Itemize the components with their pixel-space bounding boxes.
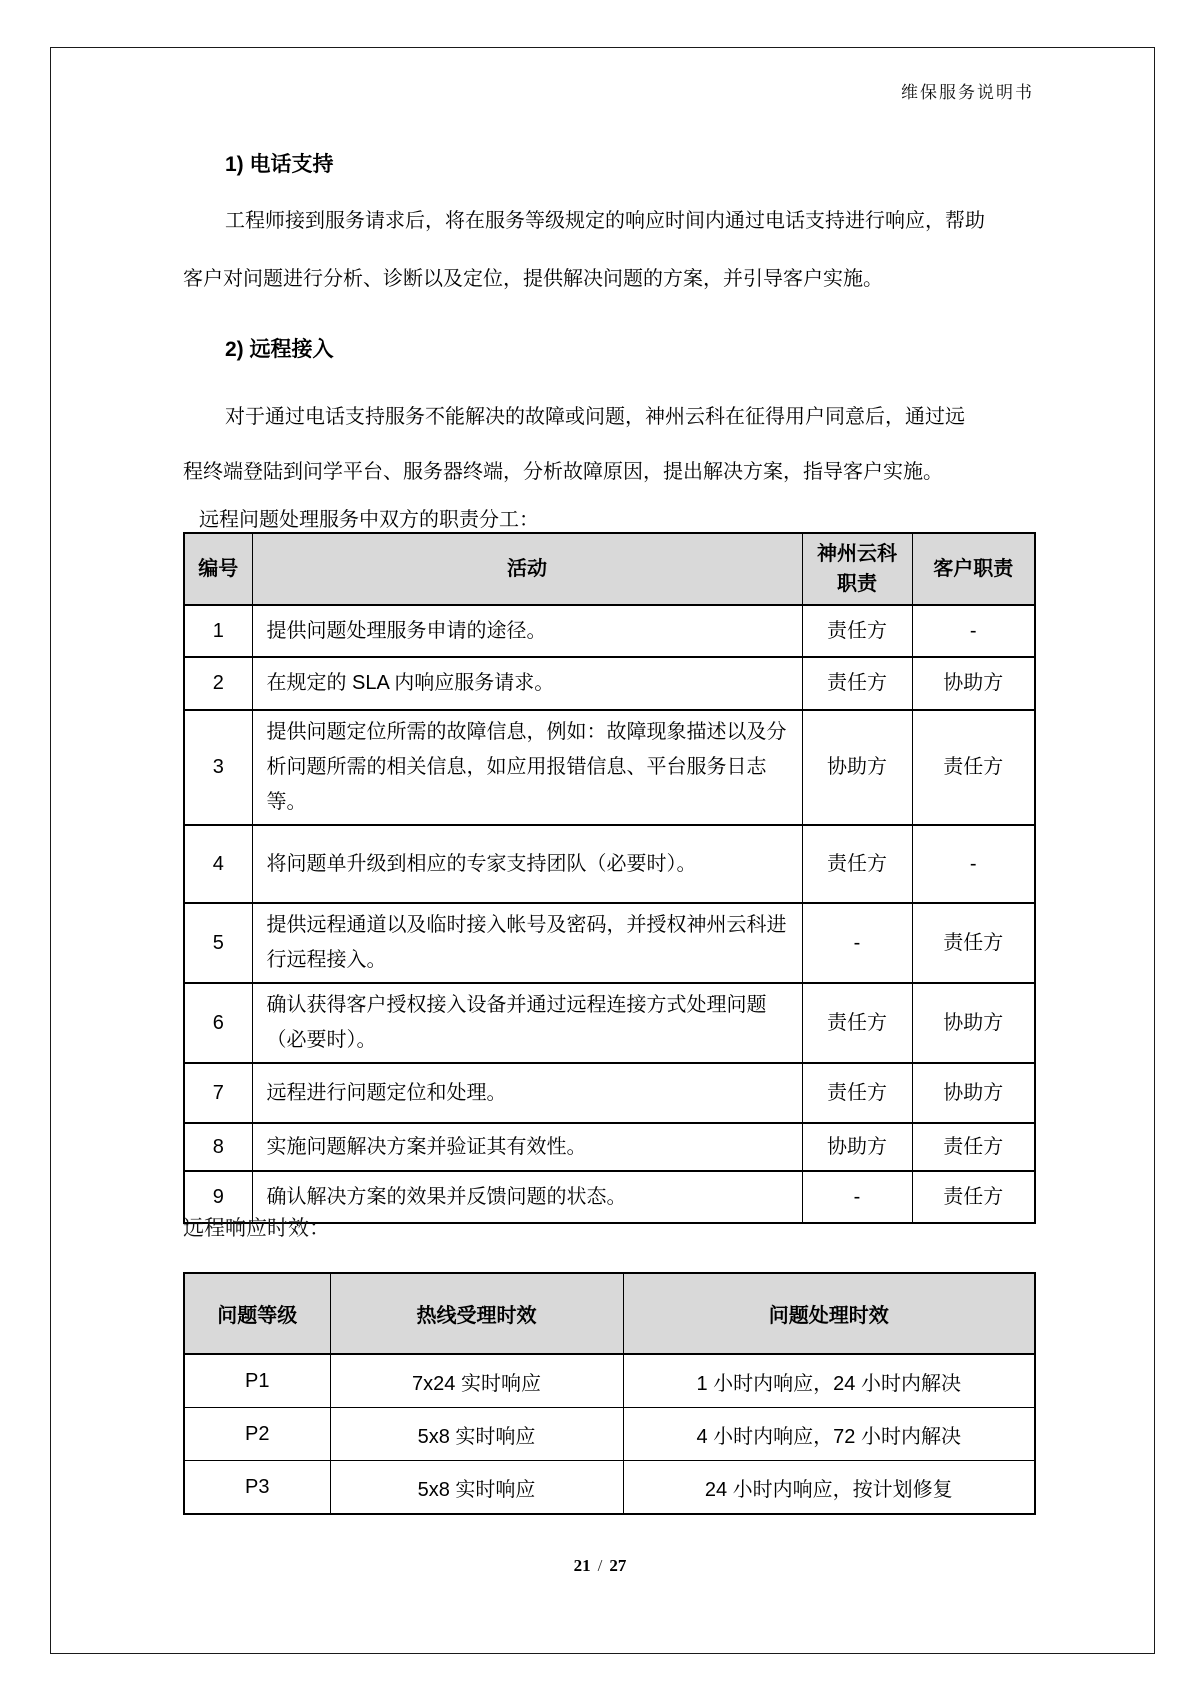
table-row	[184, 1461, 1035, 1515]
sla-section-heading: 远程响应时效：	[183, 1217, 330, 1240]
row-activity: 远程进行问题定位和处理。	[252, 1063, 802, 1123]
sla-col-header-hotline: 热线受理时效	[330, 1273, 623, 1354]
sla-response-table	[183, 1272, 1036, 1515]
sla-handle: 1 小时内响应，24 小时内解决	[623, 1354, 1035, 1408]
paragraph-phone-line1: 工程师接到服务请求后，将在服务等级规定的响应时间内通过电话支持进行响应，帮助	[225, 210, 985, 232]
sla-level: P3	[184, 1461, 330, 1515]
section-heading-remote-access: 2) 远程接入	[225, 338, 334, 361]
page-footer	[0, 1556, 1200, 1576]
sla-hotline: 5x8 实时响应	[330, 1461, 623, 1515]
row-id: 9	[184, 1171, 252, 1223]
row-customer-duty: 协助方	[912, 1063, 1035, 1123]
duty-col-header-activity: 活动	[252, 533, 802, 605]
row-activity: 提供问题处理服务申请的途径。	[252, 605, 802, 657]
paragraph-remote-line1: 对于通过电话支持服务不能解决的故障或问题，神州云科在征得用户同意后，通过远	[225, 406, 965, 428]
sla-handle: 24 小时内响应，按计划修复	[623, 1461, 1035, 1515]
row-customer-duty: 责任方	[912, 903, 1035, 983]
sla-hotline: 5x8 实时响应	[330, 1408, 623, 1461]
table-row	[184, 710, 1035, 825]
row-id: 7	[184, 1063, 252, 1123]
sla-col-header-handle: 问题处理时效	[623, 1273, 1035, 1354]
table-row	[184, 657, 1035, 710]
duty-col-header-id: 编号	[184, 533, 252, 605]
row-activity: 将问题单升级到相应的专家支持团队（必要时）。	[252, 825, 802, 903]
row-id: 6	[184, 983, 252, 1063]
row-customer-duty: 协助方	[912, 657, 1035, 710]
table-row	[184, 605, 1035, 657]
row-vendor-duty: 责任方	[802, 1063, 912, 1123]
table-row	[184, 903, 1035, 983]
row-customer-duty: 责任方	[912, 710, 1035, 825]
table-row	[184, 825, 1035, 903]
row-customer-duty: 协助方	[912, 983, 1035, 1063]
table-row	[184, 1408, 1035, 1461]
row-vendor-duty: 协助方	[802, 710, 912, 825]
row-activity: 提供问题定位所需的故障信息，例如：故障现象描述以及分析问题所需的相关信息，如应用报错信息、平台服务日志等。	[252, 710, 802, 825]
table-row	[184, 1063, 1035, 1123]
duty-col-header-customer: 客户职责	[912, 533, 1035, 605]
row-activity: 实施问题解决方案并验证其有效性。	[252, 1123, 802, 1171]
row-customer-duty: -	[912, 825, 1035, 903]
duty-table-intro: 远程问题处理服务中双方的职责分工：	[199, 509, 539, 531]
row-customer-duty: 责任方	[912, 1123, 1035, 1171]
sla-level: P2	[184, 1408, 330, 1461]
row-vendor-duty: -	[802, 903, 912, 983]
row-vendor-duty: 责任方	[802, 825, 912, 903]
table-row	[184, 1354, 1035, 1408]
row-vendor-duty: 责任方	[802, 983, 912, 1063]
sla-hotline: 7x24 实时响应	[330, 1354, 623, 1408]
row-vendor-duty: 责任方	[802, 657, 912, 710]
row-customer-duty: -	[912, 605, 1035, 657]
row-customer-duty: 责任方	[912, 1171, 1035, 1223]
row-activity: 提供远程通道以及临时接入帐号及密码，并授权神州云科进行远程接入。	[252, 903, 802, 983]
footer-page-number: 21	[573, 1556, 591, 1575]
paragraph-remote-line2: 程终端登陆到问学平台、服务器终端，分析故障原因，提出解决方案，指导客户实施。	[183, 461, 943, 483]
sla-table-header-row	[184, 1273, 1035, 1354]
row-vendor-duty: 协助方	[802, 1123, 912, 1171]
row-vendor-duty: -	[802, 1171, 912, 1223]
paragraph-phone-line2: 客户对问题进行分析、诊断以及定位，提供解决问题的方案，并引导客户实施。	[183, 268, 883, 290]
sla-col-header-level: 问题等级	[184, 1273, 330, 1354]
duty-table-header-row	[184, 533, 1035, 605]
duty-division-table	[183, 532, 1036, 1224]
row-id: 2	[184, 657, 252, 710]
sla-level: P1	[184, 1354, 330, 1408]
table-row	[184, 1123, 1035, 1171]
row-id: 1	[184, 605, 252, 657]
row-id: 5	[184, 903, 252, 983]
section-heading-phone-support: 1) 电话支持	[225, 153, 334, 176]
footer-total-pages: 27	[609, 1556, 627, 1575]
row-activity: 确认获得客户授权接入设备并通过远程连接方式处理问题（必要时）。	[252, 983, 802, 1063]
row-activity: 在规定的 SLA 内响应服务请求。	[252, 657, 802, 710]
footer-separator: /	[597, 1556, 603, 1575]
row-activity: 确认解决方案的效果并反馈问题的状态。	[252, 1171, 802, 1223]
row-id: 3	[184, 710, 252, 825]
row-vendor-duty: 责任方	[802, 605, 912, 657]
row-id: 8	[184, 1123, 252, 1171]
document-header-title: 维保服务说明书	[901, 83, 1034, 102]
table-row	[184, 983, 1035, 1063]
duty-col-header-vendor: 神州云科职责	[802, 533, 912, 605]
sla-handle: 4 小时内响应，72 小时内解决	[623, 1408, 1035, 1461]
row-id: 4	[184, 825, 252, 903]
